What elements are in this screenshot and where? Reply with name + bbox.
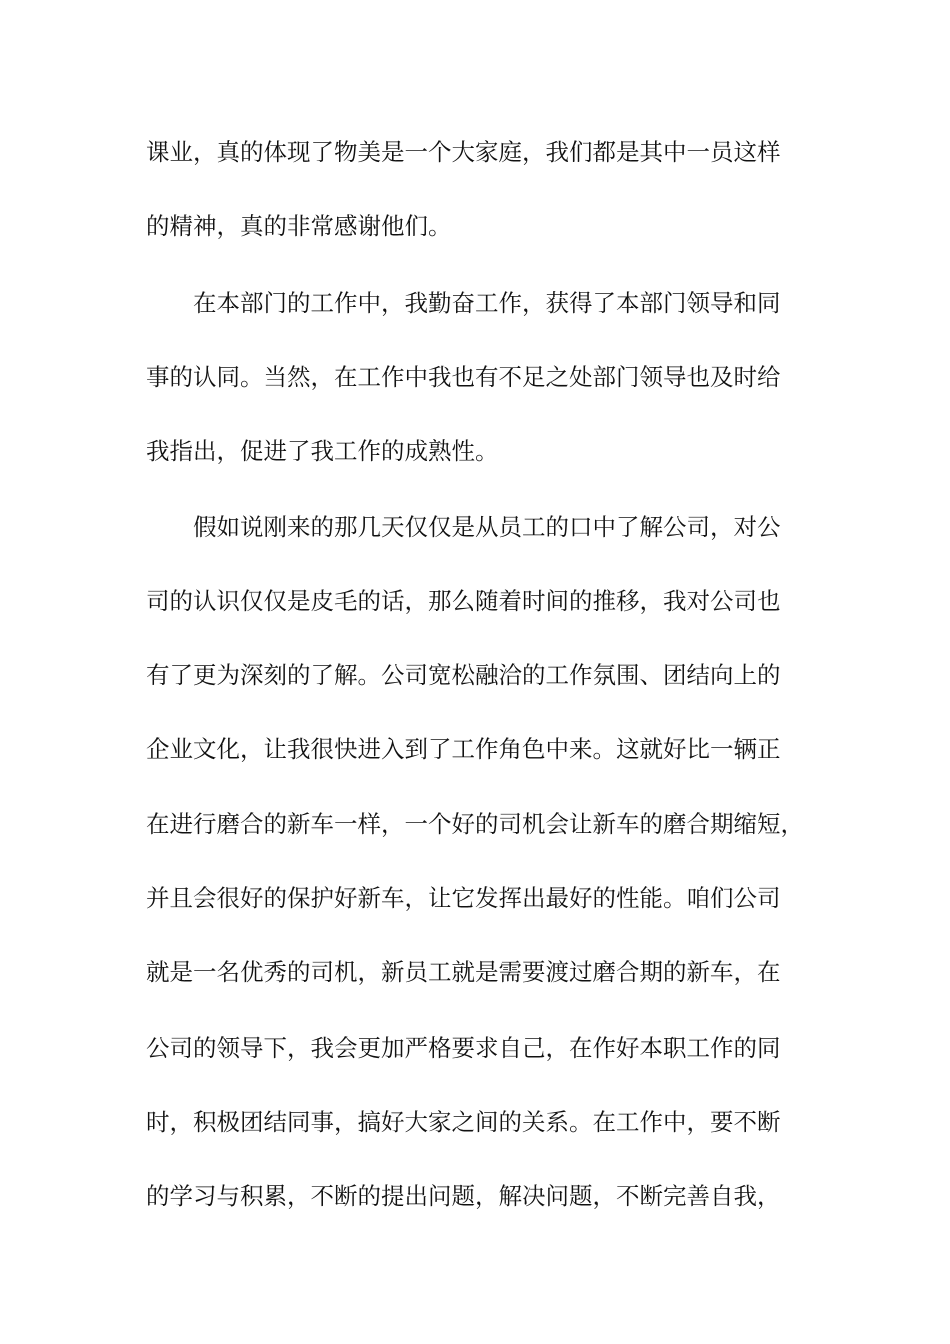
text-line: 时，积极团结同事，搞好大家之间的关系。在工作中，要不断 bbox=[146, 1108, 781, 1136]
text-line: 的学习与积累，不断的提出问题，解决问题，不断完善自我， bbox=[146, 1182, 781, 1210]
text-line: 事的认同。当然，在工作中我也有不足之处部门领导也及时给 bbox=[146, 363, 781, 391]
text-line: 企业文化，让我很快进入到了工作角色中来。这就好比一辆正 bbox=[146, 735, 781, 763]
text-line: 我指出，促进了我工作的成熟性。 bbox=[146, 437, 499, 465]
text-line: 司的认识仅仅是皮毛的话，那么随着时间的推移，我对公司也 bbox=[146, 587, 781, 615]
text-line: 公司的领导下，我会更加严格要求自己，在作好本职工作的同 bbox=[146, 1034, 781, 1062]
text-line: 在进行磨合的新车一样，一个好的司机会让新车的磨合期缩短， bbox=[146, 810, 804, 838]
text-line: 有了更为深刻的了解。公司宽松融洽的工作氛围、团结向上的 bbox=[146, 661, 781, 689]
paragraph-first-line: 假如说刚来的那几天仅仅是从员工的口中了解公司，对公 bbox=[193, 513, 781, 541]
text-line: 的精神，真的非常感谢他们。 bbox=[146, 212, 452, 240]
text-line: 课业，真的体现了物美是一个大家庭，我们都是其中一员这样 bbox=[146, 138, 781, 166]
text-line: 并且会很好的保护好新车，让它发挥出最好的性能。咱们公司 bbox=[146, 884, 781, 912]
paragraph-first-line: 在本部门的工作中，我勤奋工作，获得了本部门领导和同 bbox=[193, 289, 781, 317]
text-line: 就是一名优秀的司机，新员工就是需要渡过磨合期的新车，在 bbox=[146, 958, 781, 986]
